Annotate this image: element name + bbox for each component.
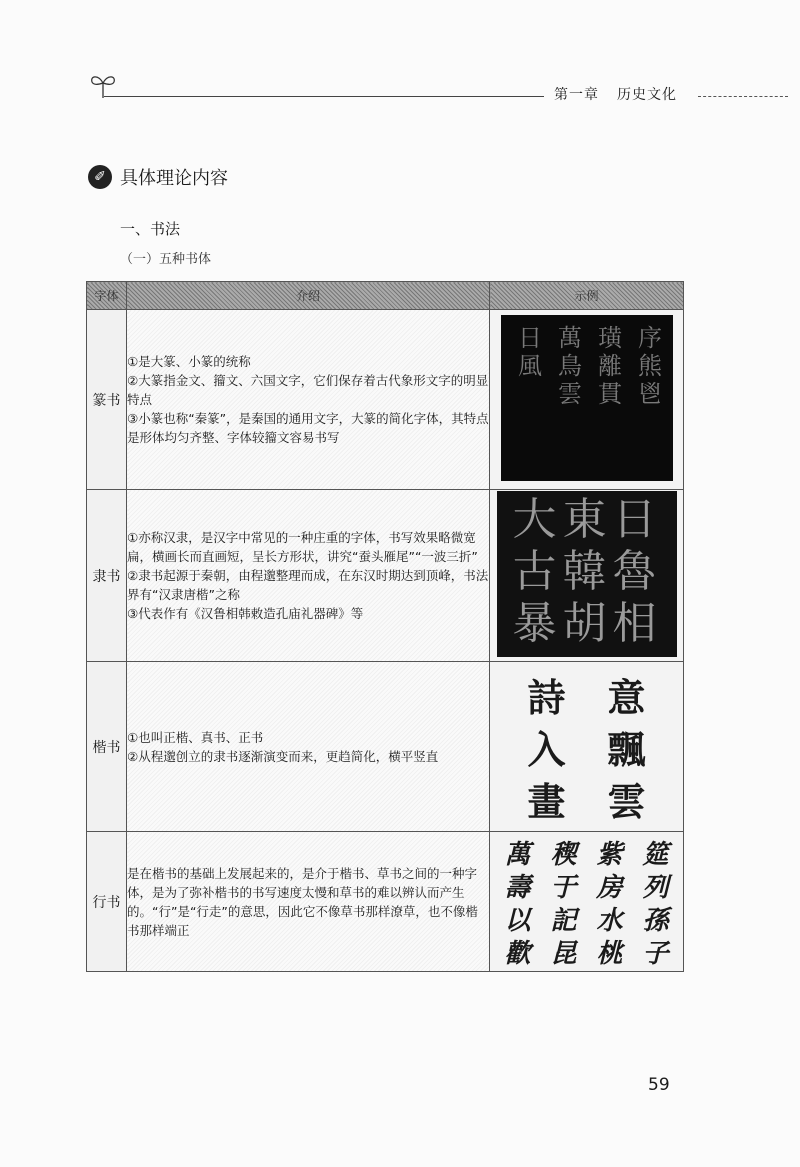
page-number: 59: [648, 1075, 670, 1095]
script-styles-table: [86, 281, 684, 972]
row-description: [127, 832, 490, 972]
sample-char: 子: [642, 938, 669, 969]
sample-char: 壽: [504, 872, 531, 903]
desc-line: ①亦称汉隶，是汉字中常见的一种庄重的字体，书写效果略微宽扁，横画长而直画短，呈长方形状，讲究“蚕头雁尾”“一波三折”: [127, 530, 478, 564]
regular-script-sample: [512, 669, 662, 825]
desc-line: ②大篆指金文、籀文、六国文字，它们保存着古代象形文字的明显特点: [127, 373, 489, 407]
sample-char: 房: [596, 872, 623, 903]
table-row-seal: [87, 310, 684, 490]
row-name: 行书: [87, 832, 127, 972]
sample-char: 記: [550, 905, 577, 936]
table-row-running: [87, 832, 684, 972]
header-rule-right: [698, 96, 788, 97]
sample-char: 水: [596, 905, 623, 936]
chapter-label: [554, 84, 677, 104]
sample-char: 紫: [596, 839, 623, 870]
sample-char: 意: [607, 675, 646, 720]
header-rule: [104, 96, 544, 97]
column-header-intro: 介绍: [127, 282, 490, 310]
sample-char: 筵: [642, 839, 669, 870]
row-description: [127, 490, 490, 662]
column-header-example: 示例: [490, 282, 684, 310]
sample-char: 桃: [596, 938, 623, 969]
section-title: 具体理论内容: [120, 168, 228, 189]
chapter-title: 历史文化: [617, 87, 677, 103]
sample-char: 孫: [642, 905, 669, 936]
desc-line: ③小篆也称“秦篆”，是秦国的通用文字，大篆的简化字体，其特点是形体均匀齐整、字体较籀文容易书写: [127, 411, 489, 445]
seal-script-image: 日風 萬鳥雲 璜離貫 序熊鬯: [501, 315, 673, 481]
row-name: 隶书: [87, 490, 127, 662]
section-heading: [88, 164, 228, 190]
table-row-clerical: [87, 490, 684, 662]
row-description: [127, 662, 490, 832]
subsection-subheading: （一）五种书体: [120, 252, 212, 267]
desc-line: ③代表作有《汉鲁相韩敕造孔庙礼器碑》等: [127, 606, 364, 621]
desc-line: ②隶书起源于秦朝，由程邈整理而成，在东汉时期达到顶峰，书法界有“汉隶唐楷”之称: [127, 568, 489, 602]
example-cell: [490, 310, 684, 490]
sample-char: 于: [550, 872, 577, 903]
desc-line: 是在楷书的基础上发展起来的，是介于楷书、草书之间的一种字体，是为了弥补楷书的书写速度太慢和草书的难以辨认而产生的。“行”是“行走”的意思，因此它不像草书那样潦草，也不像楷书那样端正: [127, 865, 478, 938]
sample-char: 歡: [504, 938, 531, 969]
sample-char: 畫: [527, 779, 566, 824]
subsection-heading: 一、书法: [120, 220, 181, 238]
table-row-regular: [87, 662, 684, 832]
example-cell: [490, 490, 684, 662]
example-cell: [490, 832, 684, 972]
desc-line: ②从程邈创立的隶书逐渐演变而来，更趋简化，横平竖直: [127, 748, 439, 764]
row-name: 篆书: [87, 310, 127, 490]
sample-char: 飄: [607, 727, 646, 772]
running-header: [88, 70, 788, 110]
pen-nib-icon: ✐: [88, 165, 112, 189]
clerical-script-image: 大東日 古韓魯 暴胡相: [497, 491, 677, 657]
chapter-number: 第一章: [554, 87, 599, 103]
sample-char: 詩: [527, 675, 566, 720]
running-script-sample: [495, 836, 679, 968]
table-header-row: [87, 282, 684, 310]
row-description: [127, 310, 490, 490]
sample-char: 以: [504, 905, 531, 936]
desc-line: ①是大篆、小篆的统称: [127, 354, 251, 369]
sample-char: 稧: [550, 839, 577, 870]
desc-line: ①也叫正楷、真书、正书: [127, 729, 264, 745]
column-header-font: 字体: [87, 282, 127, 310]
sample-char: 萬: [504, 839, 531, 870]
sample-char: 雲: [607, 779, 646, 824]
sample-char: 列: [642, 872, 669, 903]
sample-char: 昆: [550, 938, 577, 969]
row-name: 楷书: [87, 662, 127, 832]
example-cell: [490, 662, 684, 832]
sample-char: 入: [527, 727, 566, 772]
